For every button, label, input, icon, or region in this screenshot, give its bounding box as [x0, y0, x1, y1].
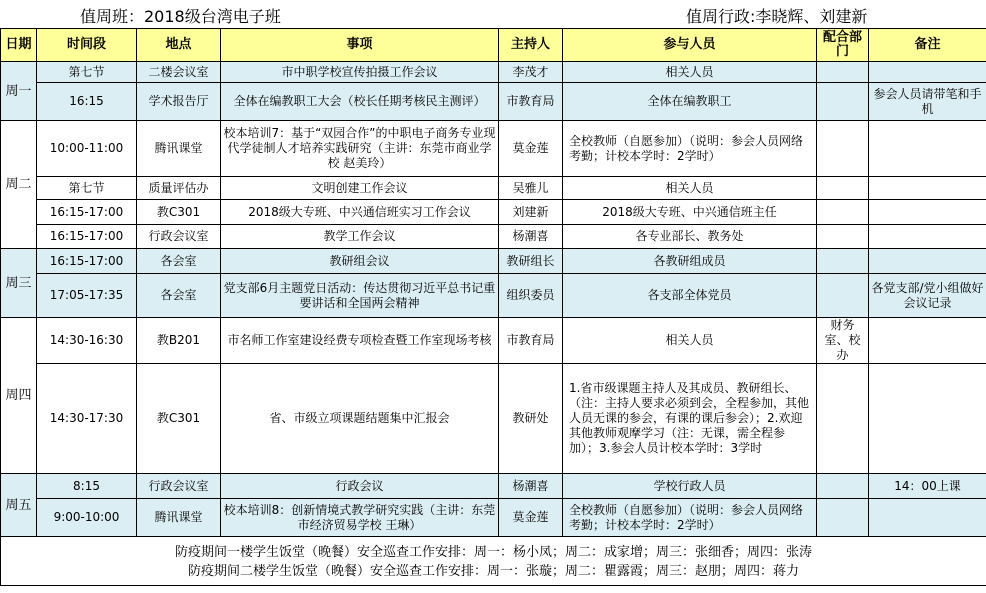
participants-cell: 全校教师（自愿参加）（说明：参会人员网络考勤；计校本学时：2学时） [563, 121, 817, 177]
time-cell: 14:30-17:30 [37, 364, 137, 474]
time-cell: 第七节 [37, 62, 137, 83]
participants-cell: 2018级大专班、中兴通信班主任 [563, 200, 817, 225]
item-cell: 市名师工作室建设经费专项检查暨工作室现场考核 [221, 318, 499, 364]
col-header-remark: 备注 [869, 29, 986, 62]
host-cell: 教研组长 [499, 249, 563, 274]
participants-cell: 各专业部长、教务处 [563, 225, 817, 249]
host-cell: 组织委员 [499, 274, 563, 318]
dept-cell [817, 62, 869, 83]
dept-cell [817, 474, 869, 499]
item-cell: 全体在编教职工大会（校长任期考核民主测评） [221, 83, 499, 121]
time-cell: 9:00-10:00 [37, 499, 137, 537]
place-cell: 质量评估办 [137, 177, 221, 200]
remark-cell [869, 225, 986, 249]
dept-cell [817, 249, 869, 274]
remark-cell [869, 364, 986, 474]
participants-cell: 相关人员 [563, 62, 817, 83]
day-cell: 周五 [1, 474, 37, 537]
footer-row [1, 537, 986, 586]
item-cell: 教学工作会议 [221, 225, 499, 249]
participants-cell: 全校教师（自愿参加）（说明：参会人员网络考勤；计校本学时：2学时） [563, 499, 817, 537]
dept-cell [817, 225, 869, 249]
host-cell: 杨潮喜 [499, 225, 563, 249]
table-row [1, 499, 986, 537]
place-cell: 教B201 [137, 318, 221, 364]
dept-cell [817, 364, 869, 474]
dept-cell [817, 177, 869, 200]
remark-cell [869, 318, 986, 364]
time-cell: 17:05-17:35 [37, 274, 137, 318]
duty-admin: 值周行政:李晓辉、刘建新 [686, 7, 868, 26]
host-cell: 刘建新 [499, 200, 563, 225]
time-cell: 16:15-17:00 [37, 200, 137, 225]
host-cell: 市教育局 [499, 318, 563, 364]
participants-cell: 1.省市级课题主持人及其成员、教研组长、（注：主持人要求必须到会，全程参加，其他人员无课的参会，有课的课后参会）；2.欢迎其他教师观摩学习（注：无课，需全程参加）；3.参会人员计校本学时：3学时 [563, 364, 817, 474]
item-cell: 校本培训7：基于“双园合作”的中职电子商务专业现代学徒制人才培养实践研究（主讲：东莞市商业学校 赵美玲） [221, 121, 499, 177]
table-row [1, 318, 986, 364]
col-header-item: 事项 [221, 29, 499, 62]
dept-cell [817, 83, 869, 121]
place-cell: 各会室 [137, 274, 221, 318]
host-cell: 吴雅儿 [499, 177, 563, 200]
host-cell: 莫金莲 [499, 121, 563, 177]
remark-cell [869, 177, 986, 200]
time-cell: 16:15-17:00 [37, 225, 137, 249]
item-cell: 文明创建工作会议 [221, 177, 499, 200]
footer-line-1: 防疫期间一楼学生饭堂（晚餐）安全巡查工作安排：周一：杨小凤；周二：成家增；周三：张细香；周四：张涛 [174, 545, 812, 560]
day-cell: 周四 [1, 318, 37, 474]
day-cell: 周三 [1, 249, 37, 318]
dept-cell [817, 200, 869, 225]
remark-cell: 各党支部/党小组做好会议记录 [869, 274, 986, 318]
col-header-host: 主持人 [499, 29, 563, 62]
col-header-participants: 参与人员 [563, 29, 817, 62]
col-header-time: 时间段 [37, 29, 137, 62]
participants-cell: 学校行政人员 [563, 474, 817, 499]
remark-cell [869, 62, 986, 83]
time-cell: 14:30-16:30 [37, 318, 137, 364]
day-cell: 周二 [1, 121, 37, 249]
place-cell: 腾讯课堂 [137, 499, 221, 537]
remark-cell: 14：00上课 [869, 474, 986, 499]
place-cell: 腾讯课堂 [137, 121, 221, 177]
place-cell: 学术报告厅 [137, 83, 221, 121]
time-cell: 第七节 [37, 177, 137, 200]
col-header-day: 日期 [1, 29, 37, 62]
host-cell: 李茂才 [499, 62, 563, 83]
table-row [1, 249, 986, 274]
participants-cell: 各支部全体党员 [563, 274, 817, 318]
remark-cell: 参会人员请带笔和手机 [869, 83, 986, 121]
participants-cell: 相关人员 [563, 177, 817, 200]
duty-class: 值周班：2018级台湾电子班 [80, 7, 281, 26]
item-cell: 党支部6月主题党日活动：传达贯彻习近平总书记重要讲话和全国两会精神 [221, 274, 499, 318]
footer-cell [1, 537, 986, 586]
table-row [1, 83, 986, 121]
host-cell: 莫金莲 [499, 499, 563, 537]
table-row [1, 364, 986, 474]
item-cell: 2018级大专班、中兴通信班实习工作会议 [221, 200, 499, 225]
item-cell: 市中职学校宣传拍摄工作会议 [221, 62, 499, 83]
place-cell: 教C301 [137, 364, 221, 474]
time-cell: 16:15 [37, 83, 137, 121]
host-cell: 市教育局 [499, 83, 563, 121]
remark-cell [869, 499, 986, 537]
day-cell: 周一 [1, 62, 37, 121]
item-cell: 省、市级立项课题结题集中汇报会 [221, 364, 499, 474]
item-cell: 校本培训8：创新情境式教学研究实践（主讲：东莞市经济贸易学校 王琳） [221, 499, 499, 537]
col-header-dept: 配合部门 [817, 29, 869, 62]
table-row [1, 225, 986, 249]
time-cell: 16:15-17:00 [37, 249, 137, 274]
table-header-row [1, 29, 986, 62]
table-row [1, 474, 986, 499]
weekly-schedule-table [0, 28, 986, 586]
host-cell: 教研处 [499, 364, 563, 474]
place-cell: 二楼会议室 [137, 62, 221, 83]
dept-cell [817, 121, 869, 177]
remark-cell [869, 121, 986, 177]
host-cell: 杨潮喜 [499, 474, 563, 499]
time-cell: 8:15 [37, 474, 137, 499]
table-row [1, 177, 986, 200]
page-header [0, 0, 986, 28]
remark-cell [869, 200, 986, 225]
col-header-place: 地点 [137, 29, 221, 62]
table-row [1, 121, 986, 177]
item-cell: 行政会议 [221, 474, 499, 499]
remark-cell [869, 249, 986, 274]
dept-cell: 财务室、校办 [817, 318, 869, 364]
table-row [1, 274, 986, 318]
dept-cell [817, 499, 869, 537]
footer-line-2: 防疫期间二楼学生饭堂（晚餐）安全巡查工作安排：周一：张璇；周二：瞿露霞；周三：赵朋；周四：蒋力 [187, 564, 799, 579]
place-cell: 各会室 [137, 249, 221, 274]
participants-cell: 各教研组成员 [563, 249, 817, 274]
participants-cell: 相关人员 [563, 318, 817, 364]
item-cell: 教研组会议 [221, 249, 499, 274]
table-row [1, 200, 986, 225]
participants-cell: 全体在编教职工 [563, 83, 817, 121]
place-cell: 行政会议室 [137, 474, 221, 499]
time-cell: 10:00-11:00 [37, 121, 137, 177]
dept-cell [817, 274, 869, 318]
place-cell: 行政会议室 [137, 225, 221, 249]
place-cell: 教C301 [137, 200, 221, 225]
table-row [1, 62, 986, 83]
